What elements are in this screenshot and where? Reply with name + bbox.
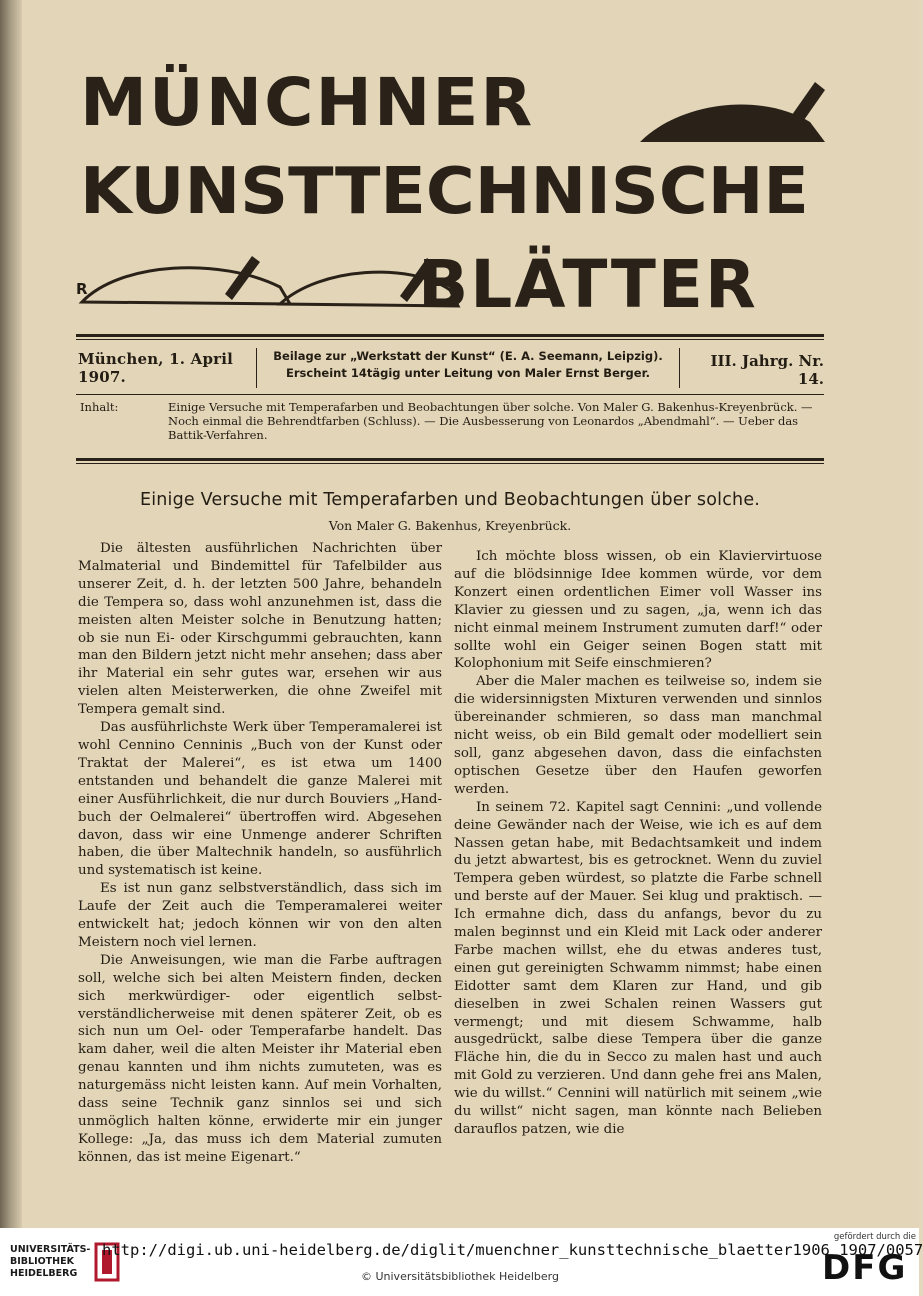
supplement-note <box>256 348 680 388</box>
artist-monogram: R <box>76 280 88 298</box>
library-logo-text <box>10 1244 90 1284</box>
copyright-notice: © Universitätsbibliothek Heidelberg <box>360 1270 559 1283</box>
ornament-mound-left <box>82 268 290 304</box>
digitization-footer <box>0 1228 923 1296</box>
header-rule-top-thin <box>76 339 824 340</box>
masthead-line-3: BLÄTTER <box>418 246 758 323</box>
book-spine-shadow <box>0 0 22 1228</box>
permalink-url[interactable]: http://digi.ub.uni-heidelberg.de/diglit/muenchner_kunsttechnische_blaetter1906_1907/0057 <box>102 1241 923 1259</box>
dfg-logo: DFG <box>822 1248 908 1288</box>
issue-number: III. Jahrg. Nr. 14. <box>710 352 824 388</box>
funding-note: gefördert durch die <box>833 1232 916 1242</box>
contents-text: Einige Versuche mit Temperafarben und Beobachtungen über solche. Von Maler G. Bakenhus-Kreyenbrück. — Noch einmal die Behrendtfarben (Schluss). — Die Ausbesserung von Leonardos „Abendmahl“. — Ueber das Battik-Verfahren. <box>168 400 813 442</box>
contents-rule-thin <box>76 463 824 464</box>
issue-date: München, 1. April 1907. <box>78 350 234 386</box>
library-name-line-1: UNIVERSITÄTS- <box>10 1244 91 1255</box>
library-name-line-3: HEIDELBERG <box>10 1268 78 1279</box>
paragraph: Die ältesten ausführlichen Nachrichten über Malmaterial und Bindemittel für Tafelbilder aus unserer Zeit, d. h. der letzten 500 Jahre, behandeln die Tempera so, dass wohl anzunehmen ist, dass die meisten alten Meister solche in Benutzung hatten; ob sie nun Ei- oder Kirschgummi gebrauchten, kann man den Bildern jetzt nicht mehr ansehen; dass aber ihr Material ein sehr gutes war, ersehen wir aus vielen alten Meisterwerken, die ohne Zweifel mit Tempera gemalt sind. <box>78 541 442 718</box>
masthead-line-2: KUNSTTECHNISCHE <box>80 155 809 229</box>
table-of-contents <box>80 400 826 448</box>
article-byline: Von Maler G. Bakenhus, Kreyenbrück. <box>328 518 572 533</box>
contents-rule <box>76 458 824 461</box>
library-name-line-2: BIBLIOTHEK <box>10 1256 74 1267</box>
paragraph: Aber die Maler machen es teilweise so, indem sie die widersinnigsten Mixturen verwenden und sinnlos übereinander schmieren, so dass man manchmal nicht weiss, ob ein Bild gemalt oder modelliert sein soll, ganz abgesehen davon, dass die einfachsten optischen Gesetze über den Haufen geworfen werden. <box>454 674 822 797</box>
masthead <box>76 62 830 332</box>
issue-info-bar <box>76 344 824 392</box>
paragraph: Ich möchte bloss wissen, ob ein Klaviervirtuose auf die blödsinnige Idee kommen würde, vor dem Konzert einen ordentlichen Eimer voll Wasser ins Klavier zu giessen und zu sagen, „ja, wenn ich das nicht einmal meinem Instrument zumuten darf!“ oder sollte wohl ein Geiger seinen Bogen statt mit Kolophonium mit Seife einschmieren? <box>454 549 822 672</box>
masthead-line-1: MÜNCHNER <box>80 64 535 141</box>
article-title: Einige Versuche mit Temperafarben und Beobachtungen über solche. <box>139 490 761 510</box>
text-column-left <box>78 540 442 1180</box>
paragraph: Es ist nun ganz selbstverständlich, dass sich im Laufe der Zeit auch die Temperamalerei weiter entwickelt hat; jedoch können wir von den alten Meistern noch viel lernen. <box>78 881 442 950</box>
header-rule-top <box>76 334 824 337</box>
supplement-line-1: Beilage zur „Werkstatt der Kunst“ (E. A. Seemann, Leipzig). <box>273 349 663 363</box>
text-column-right <box>454 548 822 1178</box>
paragraph: Die Anweisungen, wie man die Farbe auftragen soll, welche sich bei alten Meistern finden, decken sich merkwürdiger- oder eigentlich selbstverständlicherweise mit denen späterer Zeit, ob es sich nun um Oel- oder Temperafarbe handelt. Das kam daher, weil die alten Meister ihr Material eben genau kannten und ihm nichts zumuteten, was es naturgemäss nicht leisten kann. Auf mein Vorhalten, dass seine Technik ganz sinnlos sei und sich unmöglich halten könne, erwiderte mir ein junger Kollege: „Ja, das muss ich dem Material zumuten können, das ist meine Eigenart.“ <box>78 952 442 1165</box>
header-rule-bottom <box>76 394 824 395</box>
supplement-line-2: Erscheint 14tägig unter Leitung von Maler Ernst Berger. <box>286 366 650 380</box>
contents-label: Inhalt: <box>80 400 119 414</box>
paragraph: In seinem 72. Kapitel sagt Cennini: „und vollende deine Gewänder nach der Weise, wie ich es auf dem Nassen getan habe, mit Bedachtsamkeit und indem du jetzt abwartest, bis es getrocknet. Wenn du zuviel Tempera geben würdest, so platzte die Farbe schnell und berste auf der Mauer. Sei klug und praktisch. — Ich ermahne dich, dass du anfangs, bevor du zu malen beginnst und ein Kleid mit Lack oder anderer Farbe machen willst, ehe du etwas anderes tust, einen gut gereinigten Schwamm nimmst; habe einen Eidotter samt dem Klaren zur Hand, und gib dieselben in zwei Schalen reinen Wassers gut vermengt; und mit diesem Schwamme, halb ausgedrückt, salbe diese Tempera über die ganze Fläche hin, die du in Secco zu malen hast und auch mit Gold zu verzieren. Und dann gehe frei ans Malen, wie du willst.“ Cennini will natürlich mit seinem „wie du willst“ nicht sagen, man könnte nach Belieben darauflos patzen, wie die <box>454 799 822 1137</box>
paragraph: Das ausführlichste Werk über Temperamalerei ist wohl Cennino Cenninis „Buch von der Kunst oder Traktat der Malerei“, es ist etwa um 1400 entstanden und behandelt die ganze Malerei mit einer Ausführlichkeit, die nur durch Bouviers „Handbuch der Oelmalerei“ übertroffen wird. Abgesehen davon, dass wir eine Unmenge anderer Schriften haben, die über Maltechnik handeln, so ausführlich und systematisch ist keine. <box>78 720 442 879</box>
